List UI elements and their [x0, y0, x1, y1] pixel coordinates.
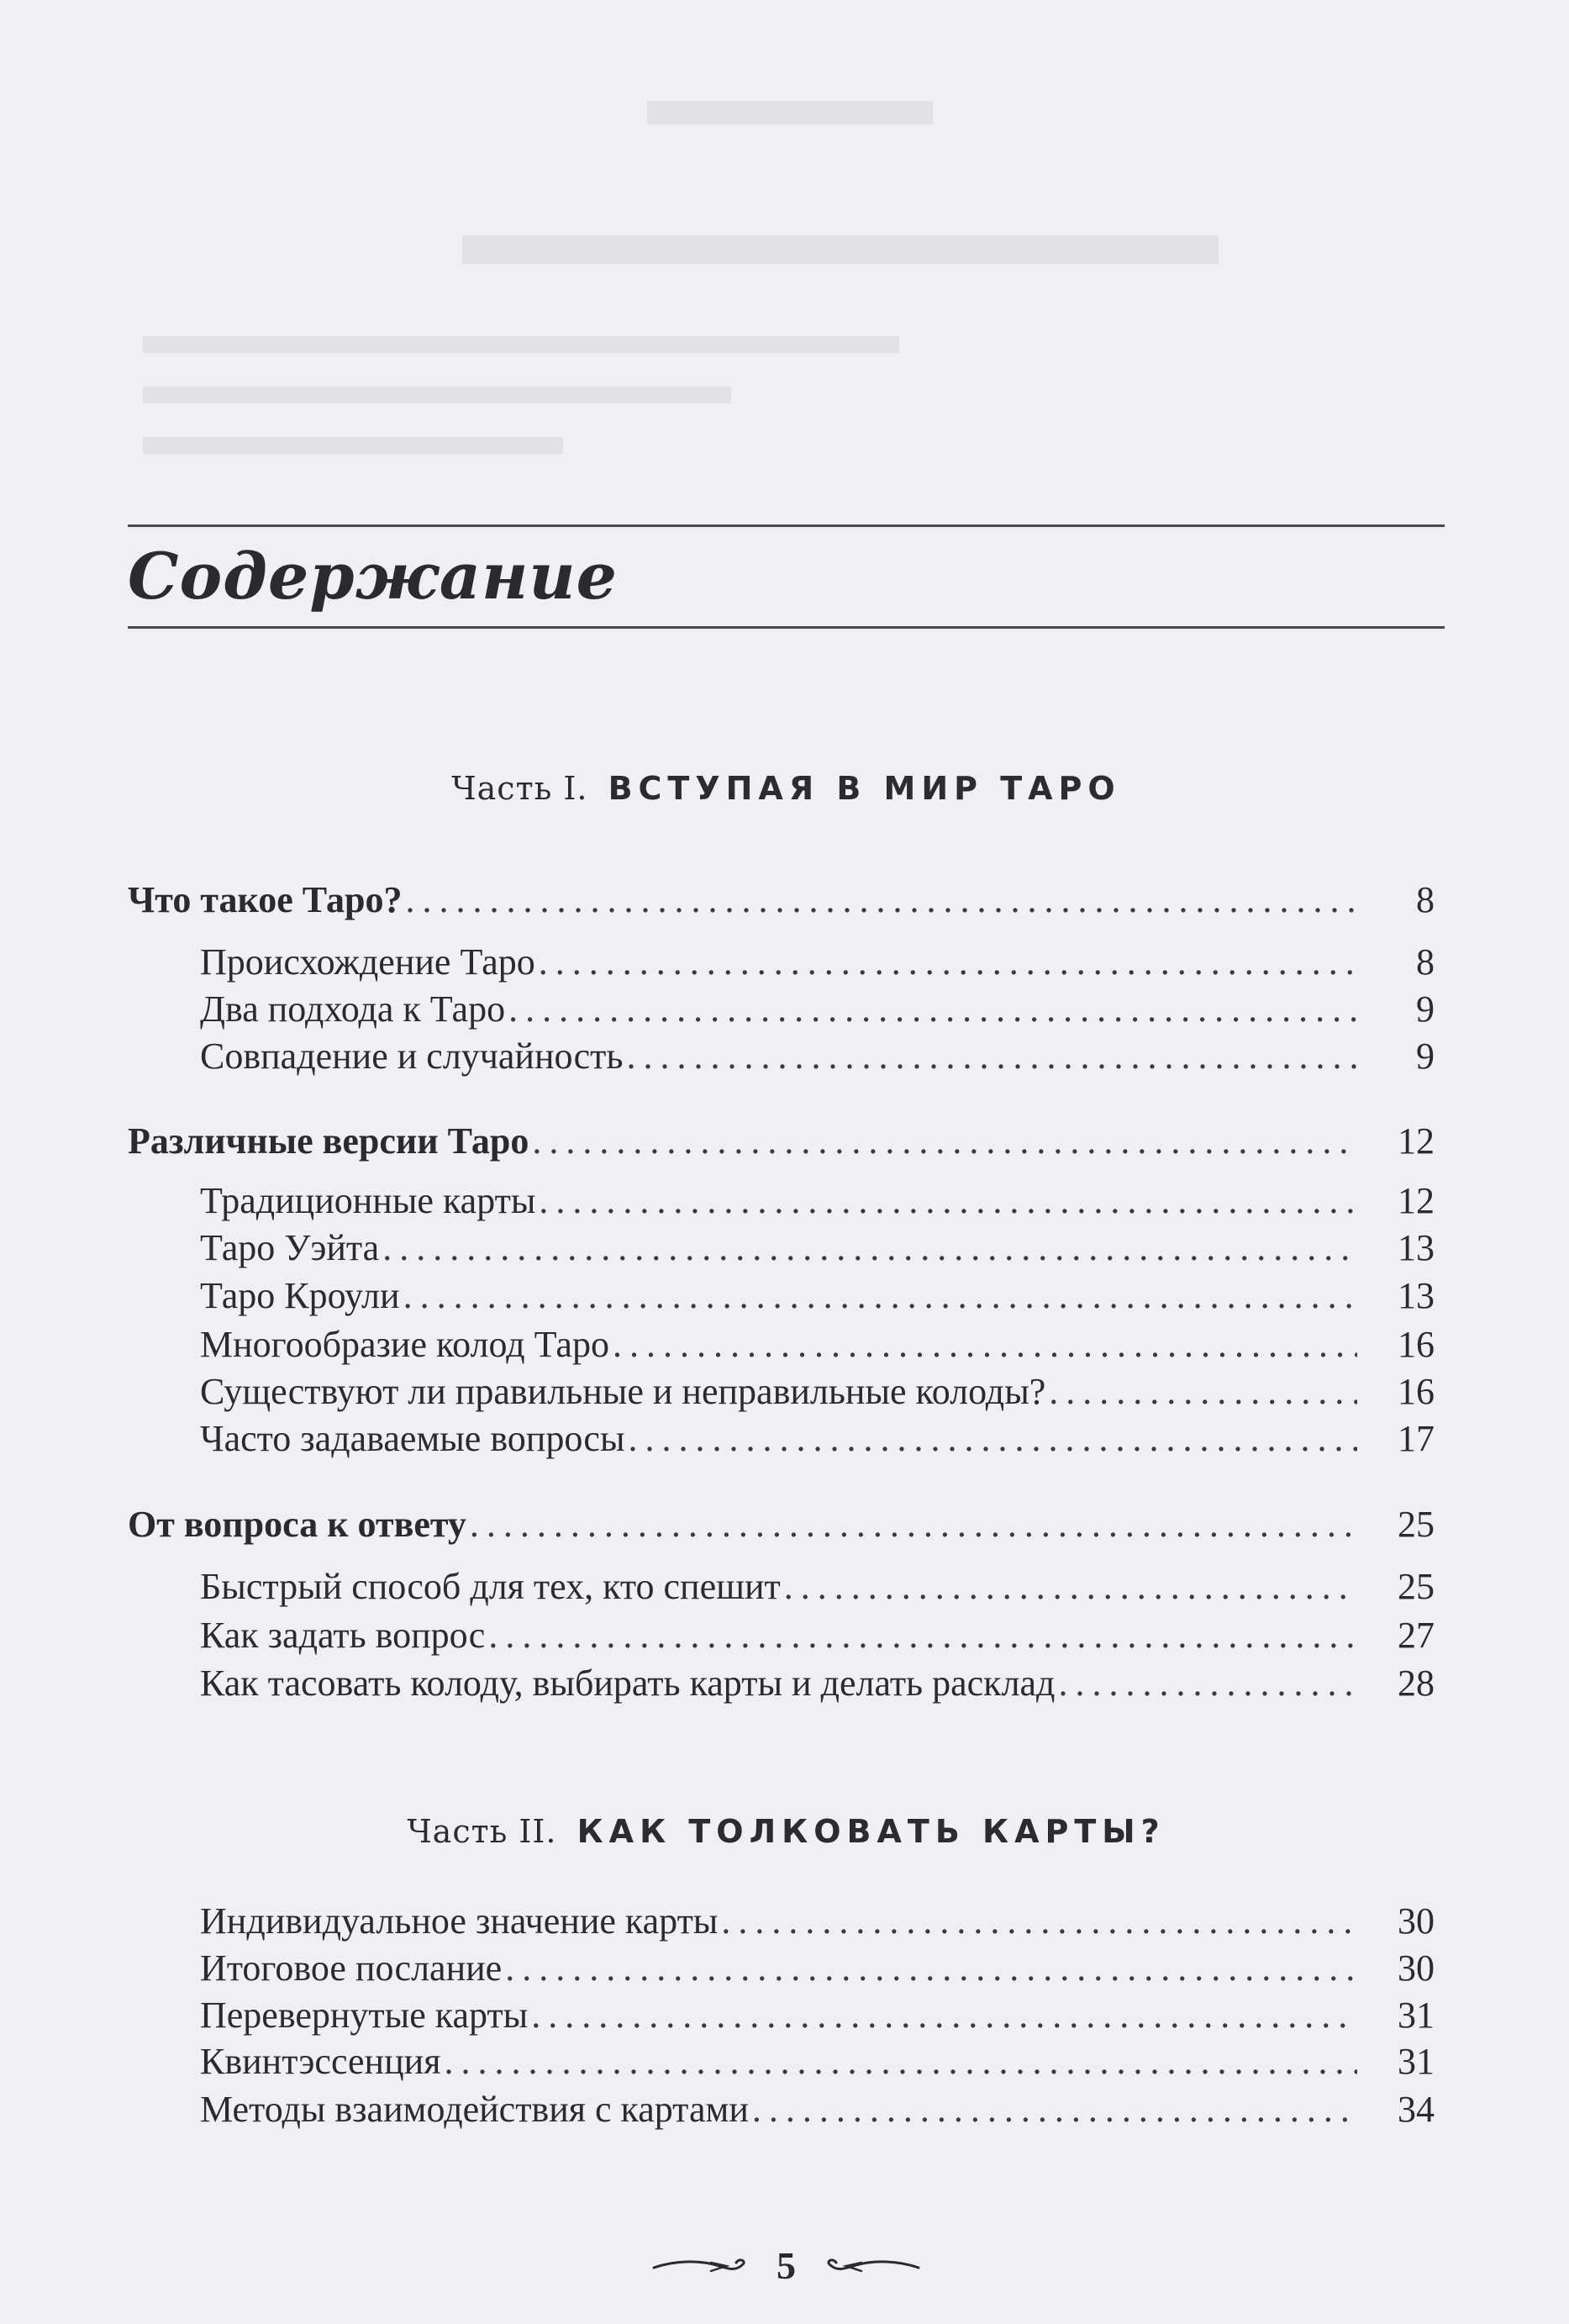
toc-page-number: 17	[1398, 1418, 1435, 1459]
toc-item[interactable]	[128, 1368, 1445, 1415]
part-label: Часть I.	[451, 770, 588, 807]
heading-rule-top	[128, 524, 1445, 527]
toc-page-number: 27	[1398, 1615, 1435, 1656]
toc-item[interactable]	[128, 1992, 1445, 2039]
toc-item-label: Квинтэссенция	[200, 2041, 441, 2082]
dot-leader	[532, 1118, 1357, 1165]
toc-page-number: 9	[1416, 988, 1435, 1030]
dot-leader	[488, 1612, 1357, 1659]
part-title-2	[128, 1813, 1445, 1850]
dot-leader	[444, 2038, 1357, 2085]
toc-section-title: От вопроса к ответу	[128, 1504, 466, 1545]
toc-item-label: Как тасовать колоду, выбирать карты и делать расклад	[200, 1663, 1056, 1704]
toc-page-number: 13	[1398, 1227, 1435, 1268]
toc-item-label: Таро Кроули	[200, 1275, 400, 1316]
dot-leader	[539, 939, 1357, 986]
toc-item-label: Существуют ли правильные и неправильные колоды?	[200, 1371, 1046, 1412]
toc-page-number: 12	[1398, 1180, 1435, 1221]
dot-leader	[613, 1321, 1357, 1368]
dot-leader	[752, 2086, 1357, 2133]
page-title: Содержание	[128, 539, 619, 614]
toc-item-label: Традиционные карты	[200, 1180, 536, 1221]
toc-section-question-to-answer[interactable]	[128, 1501, 1445, 1548]
dot-leader	[505, 1945, 1357, 1992]
dot-leader	[1049, 1368, 1357, 1415]
toc-item[interactable]	[128, 939, 1445, 986]
toc-item[interactable]	[128, 1612, 1445, 1659]
toc-page-number: 13	[1398, 1275, 1435, 1316]
toc-page-number: 8	[1416, 941, 1435, 983]
toc-page-number: 28	[1398, 1663, 1435, 1704]
toc-item[interactable]	[128, 1178, 1445, 1225]
dot-leader	[508, 986, 1357, 1033]
dot-leader	[1058, 1660, 1357, 1707]
dot-leader	[629, 1415, 1357, 1462]
part-title-1	[128, 770, 1445, 807]
dot-leader	[626, 1033, 1357, 1080]
toc-item[interactable]	[128, 1033, 1445, 1080]
part-label: Часть II.	[407, 1813, 557, 1850]
part-name: ВСТУПАЯ В МИР ТАРО	[608, 770, 1121, 807]
flourish-right-icon	[819, 2253, 920, 2278]
toc-item[interactable]	[128, 1563, 1445, 1610]
page-footer	[128, 2236, 1445, 2295]
toc-page-number: 25	[1398, 1504, 1435, 1545]
dot-leader	[721, 1898, 1357, 1945]
dot-leader	[539, 1178, 1357, 1225]
toc-item[interactable]	[128, 986, 1445, 1033]
toc-item[interactable]	[128, 1660, 1445, 1707]
toc-item[interactable]	[128, 1415, 1445, 1462]
toc-item[interactable]	[128, 2038, 1445, 2085]
toc-item-label: Перевернутые карты	[200, 1995, 529, 2036]
toc-item[interactable]	[128, 1945, 1445, 1992]
toc-item[interactable]	[128, 1321, 1445, 1368]
toc-item-label: Таро Уэйта	[200, 1227, 380, 1268]
toc-item[interactable]	[128, 1898, 1445, 1945]
toc-page-number: 16	[1398, 1371, 1435, 1412]
dot-leader	[406, 877, 1358, 924]
toc-item-label: Индивидуальное значение карты	[200, 1900, 719, 1942]
dot-leader	[382, 1225, 1357, 1272]
toc-page-number: 30	[1398, 1900, 1435, 1942]
toc-item-label: Быстрый способ для тех, кто спешит	[200, 1566, 781, 1607]
toc-item-label: Совпадение и случайность	[200, 1036, 624, 1077]
toc-page-number: 9	[1416, 1036, 1435, 1077]
toc-page-number: 30	[1398, 1947, 1435, 1989]
toc-item-label: Происхождение Таро	[200, 941, 535, 983]
toc-item-label: Многообразие колод Таро	[200, 1324, 609, 1365]
toc-page	[128, 0, 1445, 2324]
toc-page-number: 25	[1398, 1566, 1435, 1607]
toc-page-number: 31	[1398, 2041, 1435, 2082]
toc-page-number: 8	[1416, 879, 1435, 920]
toc-section-title: Различные версии Таро	[128, 1120, 529, 1162]
toc-section-what-is-tarot[interactable]	[128, 877, 1445, 924]
dot-leader	[403, 1273, 1357, 1320]
dot-leader	[784, 1563, 1357, 1610]
toc-item-label: Как задать вопрос	[200, 1615, 486, 1656]
toc-item-label: Часто задаваемые вопросы	[200, 1418, 625, 1459]
toc-item[interactable]	[128, 1273, 1445, 1320]
flourish-left-icon	[652, 2253, 753, 2278]
toc-page-number: 34	[1398, 2089, 1435, 2130]
toc-page-number: 16	[1398, 1324, 1435, 1365]
page-number: 5	[777, 2243, 796, 2287]
dot-leader	[470, 1501, 1357, 1548]
dot-leader	[531, 1992, 1357, 2039]
toc-page-number: 12	[1398, 1120, 1435, 1162]
toc-item-label: Два подхода к Таро	[200, 988, 506, 1030]
toc-item[interactable]	[128, 1225, 1445, 1272]
toc-section-title: Что такое Таро?	[128, 879, 403, 920]
toc-item-label: Итоговое послание	[200, 1947, 503, 1989]
toc-item[interactable]	[128, 2086, 1445, 2133]
toc-item-label: Методы взаимодействия с картами	[200, 2089, 749, 2130]
toc-section-tarot-versions[interactable]	[128, 1118, 1445, 1165]
toc-page-number: 31	[1398, 1995, 1435, 2036]
heading-rule-bottom	[128, 626, 1445, 629]
part-name: КАК ТОЛКОВАТЬ КАРТЫ?	[577, 1813, 1166, 1850]
